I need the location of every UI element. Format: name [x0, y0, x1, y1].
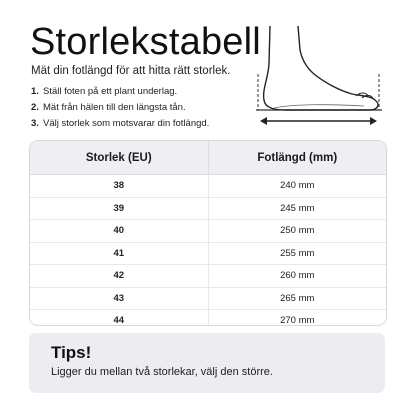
table-row: [30, 220, 386, 243]
step-number: 1.: [31, 86, 39, 97]
page-subtitle: Mät din fotlängd för att hitta rätt storlek.: [31, 65, 231, 77]
size-table: [29, 140, 387, 326]
size-cell: 43: [113, 292, 125, 304]
size-cell: 44: [113, 315, 125, 326]
step-text: Ställ foten på ett plant underlag.: [43, 86, 178, 97]
size-cell: 40: [113, 225, 125, 237]
table-header: [30, 141, 386, 175]
instruction-steps: [31, 84, 209, 132]
column-header-length: Fotlängd (mm): [208, 141, 387, 174]
length-cell: 245 mm: [208, 198, 387, 220]
table-row: [30, 243, 386, 266]
step-3: [31, 116, 209, 132]
column-header-size: Storlek (EU): [85, 151, 152, 164]
length-cell: 255 mm: [208, 243, 387, 265]
table-row: [30, 198, 386, 221]
step-1: [31, 84, 209, 100]
double-arrow-icon: [260, 117, 377, 125]
foot-measure-icon: [252, 24, 386, 136]
tips-title: Tips!: [51, 343, 92, 362]
step-text: Välj storlek som motsvarar din fotlängd.: [43, 118, 210, 129]
table-row: [30, 288, 386, 311]
step-number: 2.: [31, 102, 39, 113]
length-cell: 260 mm: [208, 265, 387, 287]
table-row: [30, 175, 386, 198]
step-number: 3.: [31, 118, 39, 129]
size-cell: 41: [113, 247, 125, 259]
length-cell: 270 mm: [208, 310, 387, 326]
size-cell: 38: [113, 180, 125, 192]
table-row: [30, 265, 386, 288]
length-cell: 240 mm: [208, 175, 387, 197]
length-cell: 250 mm: [208, 220, 387, 242]
step-2: [31, 100, 209, 116]
step-text: Mät från hälen till den längsta tån.: [43, 102, 186, 113]
size-cell: 39: [113, 202, 125, 214]
tips-box: [29, 333, 385, 393]
size-cell: 42: [113, 270, 125, 282]
tips-text: Ligger du mellan två storlekar, välj den större.: [51, 366, 273, 378]
length-cell: 265 mm: [208, 288, 387, 310]
table-row: [30, 310, 386, 326]
page-title: Storlekstabell: [30, 21, 261, 63]
